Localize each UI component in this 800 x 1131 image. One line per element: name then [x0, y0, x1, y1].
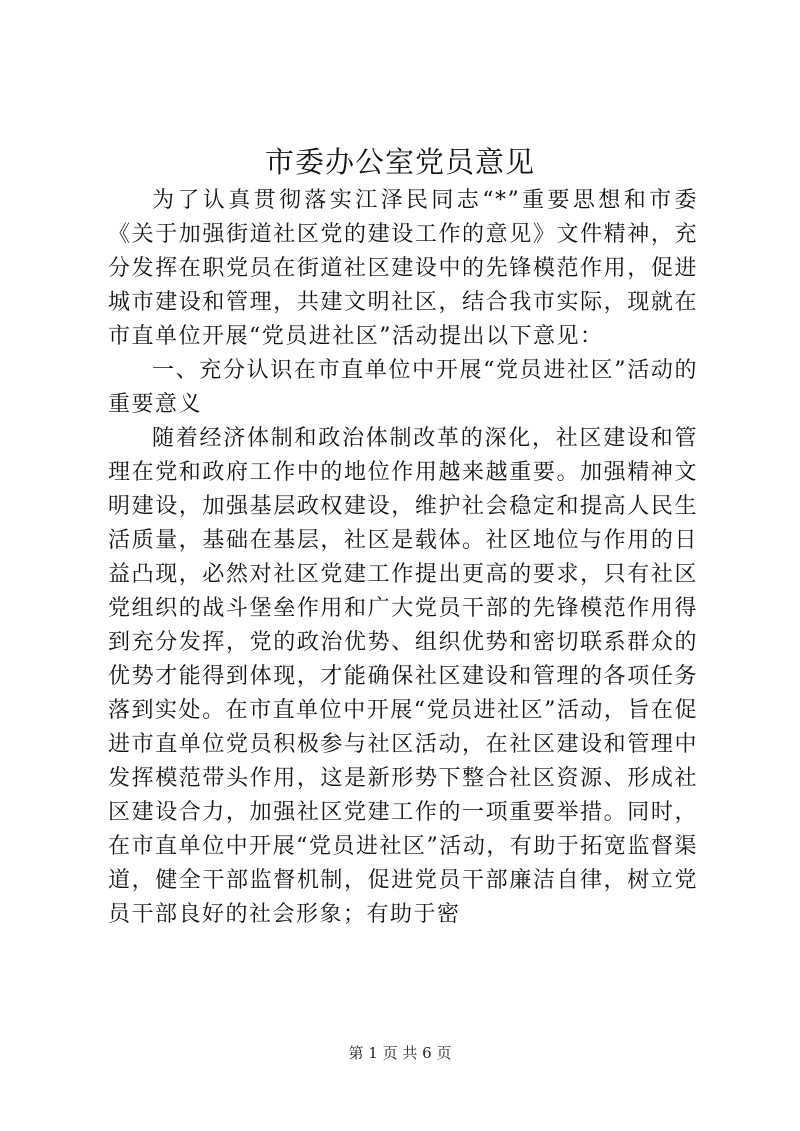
paragraph-intro: 为了认真贯彻落实江泽民同志“*”重要思想和市委《关于加强街道社区党的建设工作的意见》文件精神，充分发挥在职党员在街道社区建设中的先锋模范作用，促进城市建设和管理，共建文明社区，结合我市实际，现就在市直单位开展“党员进社区”活动提出以下意见：	[108, 188, 698, 349]
section-heading-1: 一、充分认识在市直单位中开展“党员进社区”活动的重要意义	[108, 358, 698, 417]
page-footer: 第 1 页 共 6 页	[348, 1044, 452, 1062]
paragraph-body: 随着经济体制和政治体制改革的深化，社区建设和管理在党和政府工作中的地位作用越来越重要。加强精神文明建设，加强基层政权建设，维护社会稳定和提高人民生活质量，基础在基层，社区是载体。社区地位与作用的日益凸现，必然对社区党建工作提出更高的要求，只有社区党组织的战斗堡垒作用和广大党员干部的先锋模范作用得到充分发挥，党的政治优势、组织优势和密切联系群众的优势才能得到体现，才能确保社区建设和管理的各项任务落到实处。在市直单位中开展“党员进社区”活动，旨在促进市直单位党员积极参与社区活动，在社区建设和管理中发挥模范带头作用，这是新形势下整合社区资源、形成社区建设合力，加强社区党建工作的一项重要举措。同时，在市直单位中开展“党员进社区”活动，有助于拓宽监督渠道，健全干部监督机制，促进党员干部廉洁自律，树立党员干部良好的社会形象；有助于密	[108, 426, 698, 927]
document-body	[108, 184, 698, 932]
document-title: 市委办公室党员意见	[264, 145, 535, 179]
